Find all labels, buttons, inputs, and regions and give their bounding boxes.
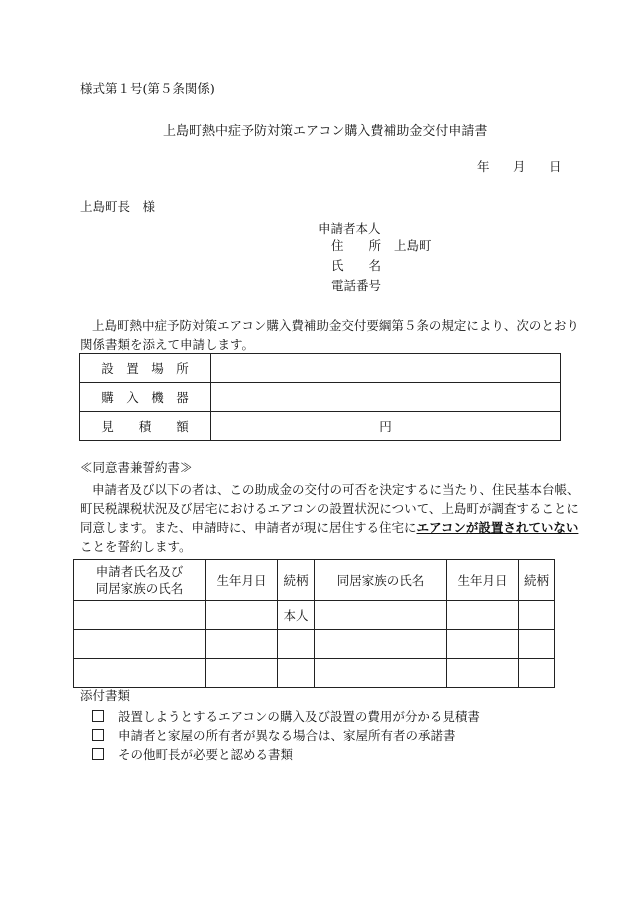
- form-title: 上島町熱中症予防対策エアコン購入費補助金交付申請書: [163, 124, 488, 139]
- dob-cell[interactable]: [206, 659, 278, 688]
- dob-cell[interactable]: [447, 601, 519, 630]
- applicant-name-cell[interactable]: [74, 601, 206, 630]
- attachments-heading: 添付書類: [80, 688, 131, 703]
- install-location-label: 設 置 場 所: [80, 354, 211, 383]
- table-row: [80, 383, 561, 412]
- relation-cell[interactable]: [519, 601, 555, 630]
- relation-cell[interactable]: [278, 659, 315, 688]
- dob-cell[interactable]: [206, 601, 278, 630]
- family-name-header: 同居家族の氏名: [315, 560, 447, 601]
- applicant-name-cell[interactable]: [74, 659, 206, 688]
- dob-header: 生年月日: [206, 560, 278, 601]
- family-table: [73, 559, 555, 688]
- table-row: [74, 630, 555, 659]
- relation-cell[interactable]: [278, 630, 315, 659]
- applicant-name-header-line-2: 同居家族の氏名: [95, 581, 184, 596]
- phone-label: 電話番号: [331, 278, 382, 293]
- addressee: 上島町長 様: [80, 199, 156, 214]
- date-month-label: 月: [513, 159, 526, 174]
- consent-line-3: [80, 518, 579, 537]
- estimate-amount-field[interactable]: 円: [211, 412, 561, 441]
- attachment-item: [92, 710, 480, 724]
- table-row: [74, 601, 555, 630]
- address-label: 住 所: [331, 238, 382, 253]
- attachment-label: その他町長が必要と認める書類: [118, 747, 294, 762]
- attachment-label: 設置しようとするエアコンの購入及び設置の費用が分かる見積書: [118, 709, 480, 724]
- applicant-name-header: [74, 560, 206, 601]
- install-location-field[interactable]: [211, 354, 561, 383]
- attachment-item: [92, 729, 456, 743]
- name-label: 氏 名: [331, 258, 382, 273]
- date-day-label: 日: [549, 159, 562, 174]
- dob-cell[interactable]: [206, 630, 278, 659]
- checkbox-icon[interactable]: [92, 710, 104, 722]
- consent-line-2: 町民税課税状況及び居宅におけるエアコンの設置状況について、上島町が調査することに: [80, 501, 579, 516]
- consent-line-3-text: 同意します。また、申請時に、申請者が現に居住する住宅に: [80, 520, 417, 535]
- estimate-amount-label: 見 積 額: [80, 412, 211, 441]
- relation-header: 続柄: [278, 560, 315, 601]
- intro-line-2: 関係書類を添えて申請します。: [80, 337, 255, 352]
- attachment-item: [92, 748, 293, 762]
- table-row: [80, 412, 561, 441]
- dob-cell[interactable]: [447, 630, 519, 659]
- dob-cell[interactable]: [447, 659, 519, 688]
- relation-cell: 本人: [278, 601, 315, 630]
- attachment-label: 申請者と家屋の所有者が異なる場合は、家屋所有者の承諾書: [118, 728, 456, 743]
- consent-line-1: 申請者及び以下の者は、この助成金の交付の可否を決定するに当たり、住民基本台帳、: [92, 482, 580, 497]
- consent-paragraph: [80, 480, 580, 556]
- no-aircon-pledge: エアコンが設置されていない: [416, 520, 579, 535]
- table-row: [74, 659, 555, 688]
- applicant-heading: 申請者本人: [318, 221, 381, 236]
- date-year-label: 年: [477, 159, 490, 174]
- relation-header-2: 続柄: [519, 560, 555, 601]
- relation-cell[interactable]: [519, 659, 555, 688]
- table-row: [80, 354, 561, 383]
- family-name-cell[interactable]: [315, 601, 447, 630]
- table-header-row: [74, 560, 555, 601]
- intro-line-1: 上島町熱中症予防対策エアコン購入費補助金交付要綱第５条の規定により、次のとおり: [92, 318, 579, 333]
- intro-paragraph: [80, 316, 579, 354]
- info-table: [79, 353, 561, 441]
- purchase-device-label: 購 入 機 器: [80, 383, 211, 412]
- relation-cell[interactable]: [519, 630, 555, 659]
- consent-heading: ≪同意書兼誓約書≫: [80, 460, 193, 475]
- dob-header-2: 生年月日: [447, 560, 519, 601]
- address-value: 上島町: [394, 238, 432, 253]
- purchase-device-field[interactable]: [211, 383, 561, 412]
- family-name-cell[interactable]: [315, 630, 447, 659]
- consent-line-4: ことを誓約します。: [80, 539, 192, 554]
- applicant-name-header-line-1: 申請者氏名及び: [95, 564, 184, 579]
- checkbox-icon[interactable]: [92, 748, 104, 760]
- applicant-name-cell[interactable]: [74, 630, 206, 659]
- checkbox-icon[interactable]: [92, 729, 104, 741]
- form-number: 様式第１号(第５条関係): [80, 81, 215, 96]
- family-name-cell[interactable]: [315, 659, 447, 688]
